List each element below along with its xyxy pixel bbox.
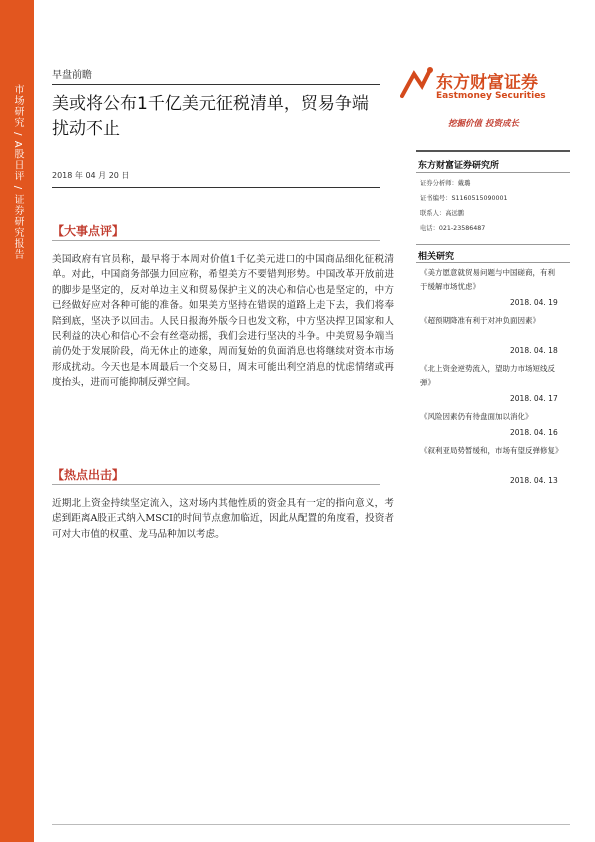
- analyst-name: 证券分析师：戴璐: [420, 180, 471, 187]
- related-item-date: 2018. 04. 17: [510, 394, 558, 403]
- brand-name-en: Eastmoney Securities: [436, 91, 546, 101]
- contact-phone: 电话：021-23586487: [420, 225, 486, 232]
- related-item-date: 2018. 04. 19: [510, 298, 558, 307]
- related-item-title[interactable]: 《风险因素仍有待盘面加以消化》: [420, 412, 533, 421]
- report-category: 早盘前瞻: [52, 70, 92, 81]
- footer-divider: [52, 824, 570, 825]
- brand-name-cn: 东方财富证券: [436, 73, 538, 93]
- section-body-major-events: 美国政府有官员称，最早将于本周对价值1千亿美元进口的中国商品细化征税清单。对此，中国商务部强力回应称，希望美方不要错判形势。中国改革开放前进的脚步是坚定的，反对单边主义和贸易保护主义的决心和信心也是坚定的，中方已经做好应对各种可能的准备。如果美方坚持在错误的道路上走下去，我们将奉陪到底，坚决予以回击。人民日报海外版今日也发文称，中方坚决捍卫国家和人民利益的决心和信心不会有丝毫动摇，我们会进行坚决的斗争。中美贸易争端当前仍处于发展阶段，尚无休止的迹象，周而复始的负面消息也将继续对资本市场形成扰动。今天也是本周最后一个交易日，周末可能出利空消息的忧虑情绪或再度抬头，进而可能抑制反弹空间。: [52, 254, 394, 389]
- institute-divider-top: [416, 150, 570, 152]
- institute-name: 东方财富证券研究所: [418, 161, 500, 171]
- related-item-date: 2018. 04. 16: [510, 428, 558, 437]
- sidebar-band: [0, 0, 34, 842]
- section-divider: [52, 484, 380, 485]
- page-title: 美或将公布1千亿美元征税清单，贸易争端扰动不止: [52, 94, 369, 139]
- related-item-title[interactable]: 《叙利亚局势暂缓和，市场有望反弹修复》: [420, 446, 563, 455]
- related-item-date: 2018. 04. 13: [510, 476, 558, 485]
- related-research-heading: 相关研究: [418, 252, 455, 262]
- report-date: 2018 年 04 月 20 日: [52, 171, 130, 180]
- related-item-title[interactable]: 《美方愿意就贸易问题与中国磋商，有利于缓解市场忧虑》: [420, 268, 555, 291]
- sidebar-label: 市场研究 / A股日评 / 证券研究报告: [12, 84, 23, 261]
- section-divider: [52, 240, 380, 241]
- related-item-title[interactable]: 《北上资金逆势流入，望助力市场短线反弹》: [420, 364, 555, 387]
- related-item-date: 2018. 04. 18: [510, 346, 558, 355]
- section-heading-major-events: 【大事点评】: [52, 224, 125, 238]
- related-item-title[interactable]: 《超预期降准有利于对冲负面因素》: [420, 316, 540, 325]
- related-divider: [416, 262, 570, 263]
- section-heading-hot-topics: 【热点出击】: [52, 468, 125, 482]
- institute-divider: [416, 172, 570, 173]
- contact-person: 联系人：高远鹏: [420, 210, 465, 217]
- header-divider: [52, 84, 380, 85]
- analyst-cert: 证书编号：S1160515090001: [420, 195, 508, 202]
- section-body-hot-topics: 近期北上资金持续坚定流入，这对场内其他性质的资金具有一定的指向意义，考虑到距离A股正式纳入MSCI的时间节点愈加临近，因此从配置的角度看，投资者可对大市值的权重、龙马品种加以考虑。: [52, 498, 394, 540]
- brand-slogan: 挖掘价值 投资成长: [448, 119, 519, 129]
- date-divider: [52, 187, 380, 188]
- related-divider-top: [416, 244, 570, 245]
